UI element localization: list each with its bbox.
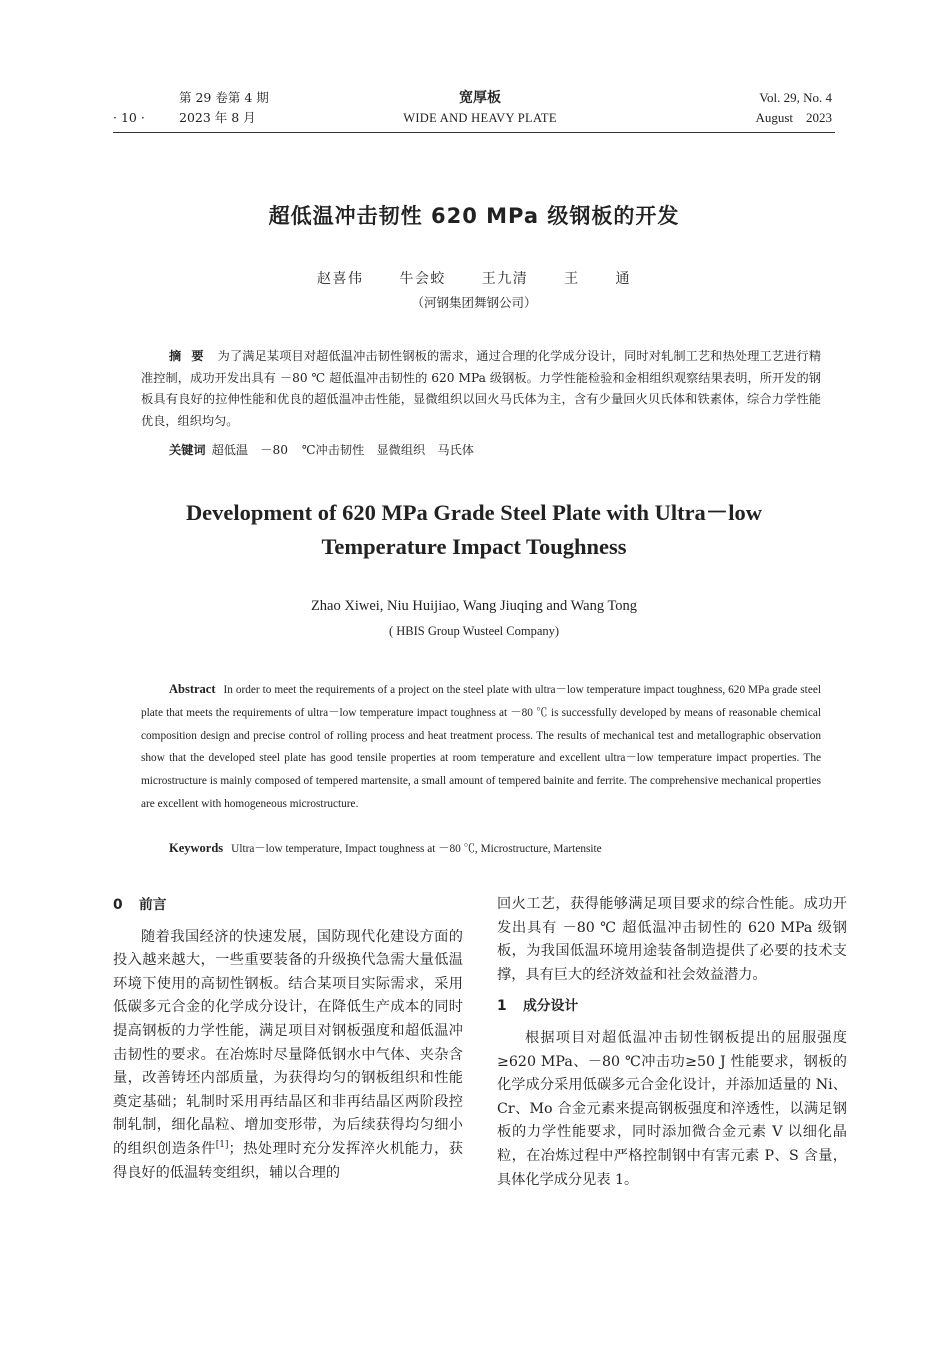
- header-center: [330, 88, 630, 128]
- header-right: [632, 88, 832, 128]
- section-0-title: 前言: [139, 897, 167, 913]
- journal-name-en: WIDE AND HEAVY PLATE: [403, 111, 557, 125]
- abstract-en-label: Abstract: [169, 682, 216, 696]
- keywords-cn: [169, 440, 819, 461]
- section-1-paragraph: 根据项目对超低温冲击韧性钢板提出的屈服强度≥620 MPa、－80 ℃冲击功≥50 J 性能要求，钢板的化学成分采用低碳多元合金化设计，并添加适量的 Ni、Cr、Mo 合金元素来提高钢板强度和淬透性，以满足钢板的力学性能要求，同时添加微合金元素 V 以细化晶粒，在冶炼过程中严格控制钢中有害元素 P、S 含量，具体化学成分见表 1。: [497, 1029, 847, 1188]
- header-date-en: August 2023: [755, 110, 832, 125]
- affiliation-cn: （河钢集团舞钢公司）: [411, 295, 537, 310]
- section-0-paragraph-continued: 回火工艺，获得能够满足项目要求的综合性能。成功开发出具有 －80 ℃ 超低温冲击韧性的 620 MPa 级钢板，为我国低温环境用途装备制造提供了必要的技术支撑，具有巨大的经济效益和社会效益潜力。: [497, 896, 847, 983]
- section-0-heading: [113, 894, 463, 918]
- page-number: · 10 ·: [113, 110, 145, 125]
- header-rule: [113, 132, 835, 133]
- abstract-cn-text: 为了满足某项目对超低温冲击韧性钢板的需求，通过合理的化学成分设计，同时对轧制工艺和热处理工艺进行精准控制，成功开发出具有 －80 ℃ 超低温冲击韧性的 620 MPa 级钢板。力学性能检验和金相组织观察结果表明，所开发的钢板具有良好的拉伸性能和优良的超低温冲击性能，显微组织以回火马氏体为主，含有少量回火贝氏体和铁素体，综合力学性能优良，组织均匀。: [141, 349, 822, 428]
- section-0-number: 0: [113, 897, 123, 913]
- article-title-en-line1: Development of 620 MPa Grade Steel Plate with Ultra－low: [185, 500, 763, 525]
- header-volume: Vol. 29, No. 4: [759, 90, 832, 105]
- keywords-en-text: Ultra－low temperature, Impact toughness at －80 ℃, Microstructure, Martensite: [231, 843, 602, 855]
- section-0-text: 随着我国经济的快速发展，国防现代化建设方面的投入越来越大，一些重要装备的升级换代急需大量低温环境下使用的高韧性钢板。结合某项目实际需求，采用低碳多元合金的化学成分设计，在降低生产成本的同时提高钢板的力学性能，满足项目对钢板强度和超低温冲击韧性的要求。在冶炼时尽量降低钢水中气体、夹杂含量，改善铸坯内部质量，为获得均匀的钢板组织和性能奠定基础；轧制时采用再结晶区和非再结晶区两阶段控制轧制，细化晶粒、增加变形带，为后续获得均匀细小的组织创造条件: [113, 928, 463, 1157]
- article-title-en: [113, 496, 835, 564]
- affiliation-en: ( HBIS Group Wusteel Company): [388, 624, 560, 638]
- keywords-cn-label: 关键词: [169, 443, 206, 457]
- citation-ref: [1]: [215, 1139, 229, 1150]
- section-1-heading: [497, 995, 847, 1019]
- abstract-cn-label: 摘要: [169, 349, 214, 363]
- header-date: 2023 年 8 月: [179, 110, 256, 125]
- abstract-en: [141, 678, 821, 816]
- body-column-left: [113, 893, 463, 1185]
- abstract-en-text: In order to meet the requirements of a project on the steel plate with ultra－low temperature impact toughness, 620 MPa grade steel plate that meets the requirements of ultra－low temperature impact toughness at －80 ℃ is successfully developed by means of reasonable chemical composition design and precise control of rolling process and heat treatment process. The results of mechanical test and metallographic observation show that the developed steel plate has good tensile properties at room temperature and excellent ultra－low temperature impact properties. The microstructure is mainly composed of tempered martensite, a small amount of tempered bainite and ferrite. The comprehensive mechanical properties are excellent with homogeneous microstructure.: [141, 684, 821, 810]
- authors-en: Zhao Xiwei, Niu Huijiao, Wang Jiuqing and Wang Tong: [310, 598, 638, 614]
- section-1-title: 成分设计: [523, 998, 579, 1015]
- section-0-text-tail: ；热处理时充分发挥淬火机能力，获得良好的低温转变组织，辅以合理的: [113, 1140, 463, 1181]
- header-date-row: [113, 108, 313, 128]
- body-column-right: [497, 893, 847, 1192]
- keywords-cn-text: 超低温 －80 ℃冲击韧性 显微组织 马氏体: [211, 443, 474, 457]
- header-issue: 第 29 卷第 4 期: [179, 90, 269, 105]
- article-title-en-line2: Temperature Impact Toughness: [321, 534, 627, 559]
- authors-cn: 赵喜伟 牛会蛟 王九清 王 通: [317, 271, 631, 287]
- journal-name-cn: 宽厚板: [459, 90, 501, 106]
- section-0-paragraph: [113, 926, 463, 1186]
- abstract-cn: [141, 346, 821, 432]
- keywords-en-label: Keywords: [169, 841, 224, 855]
- section-1-number: 1: [497, 998, 507, 1015]
- article-title-cn: 超低温冲击韧性 620 MPa 级钢板的开发: [268, 204, 680, 228]
- keywords-en: [169, 838, 819, 859]
- header-left: [113, 88, 313, 128]
